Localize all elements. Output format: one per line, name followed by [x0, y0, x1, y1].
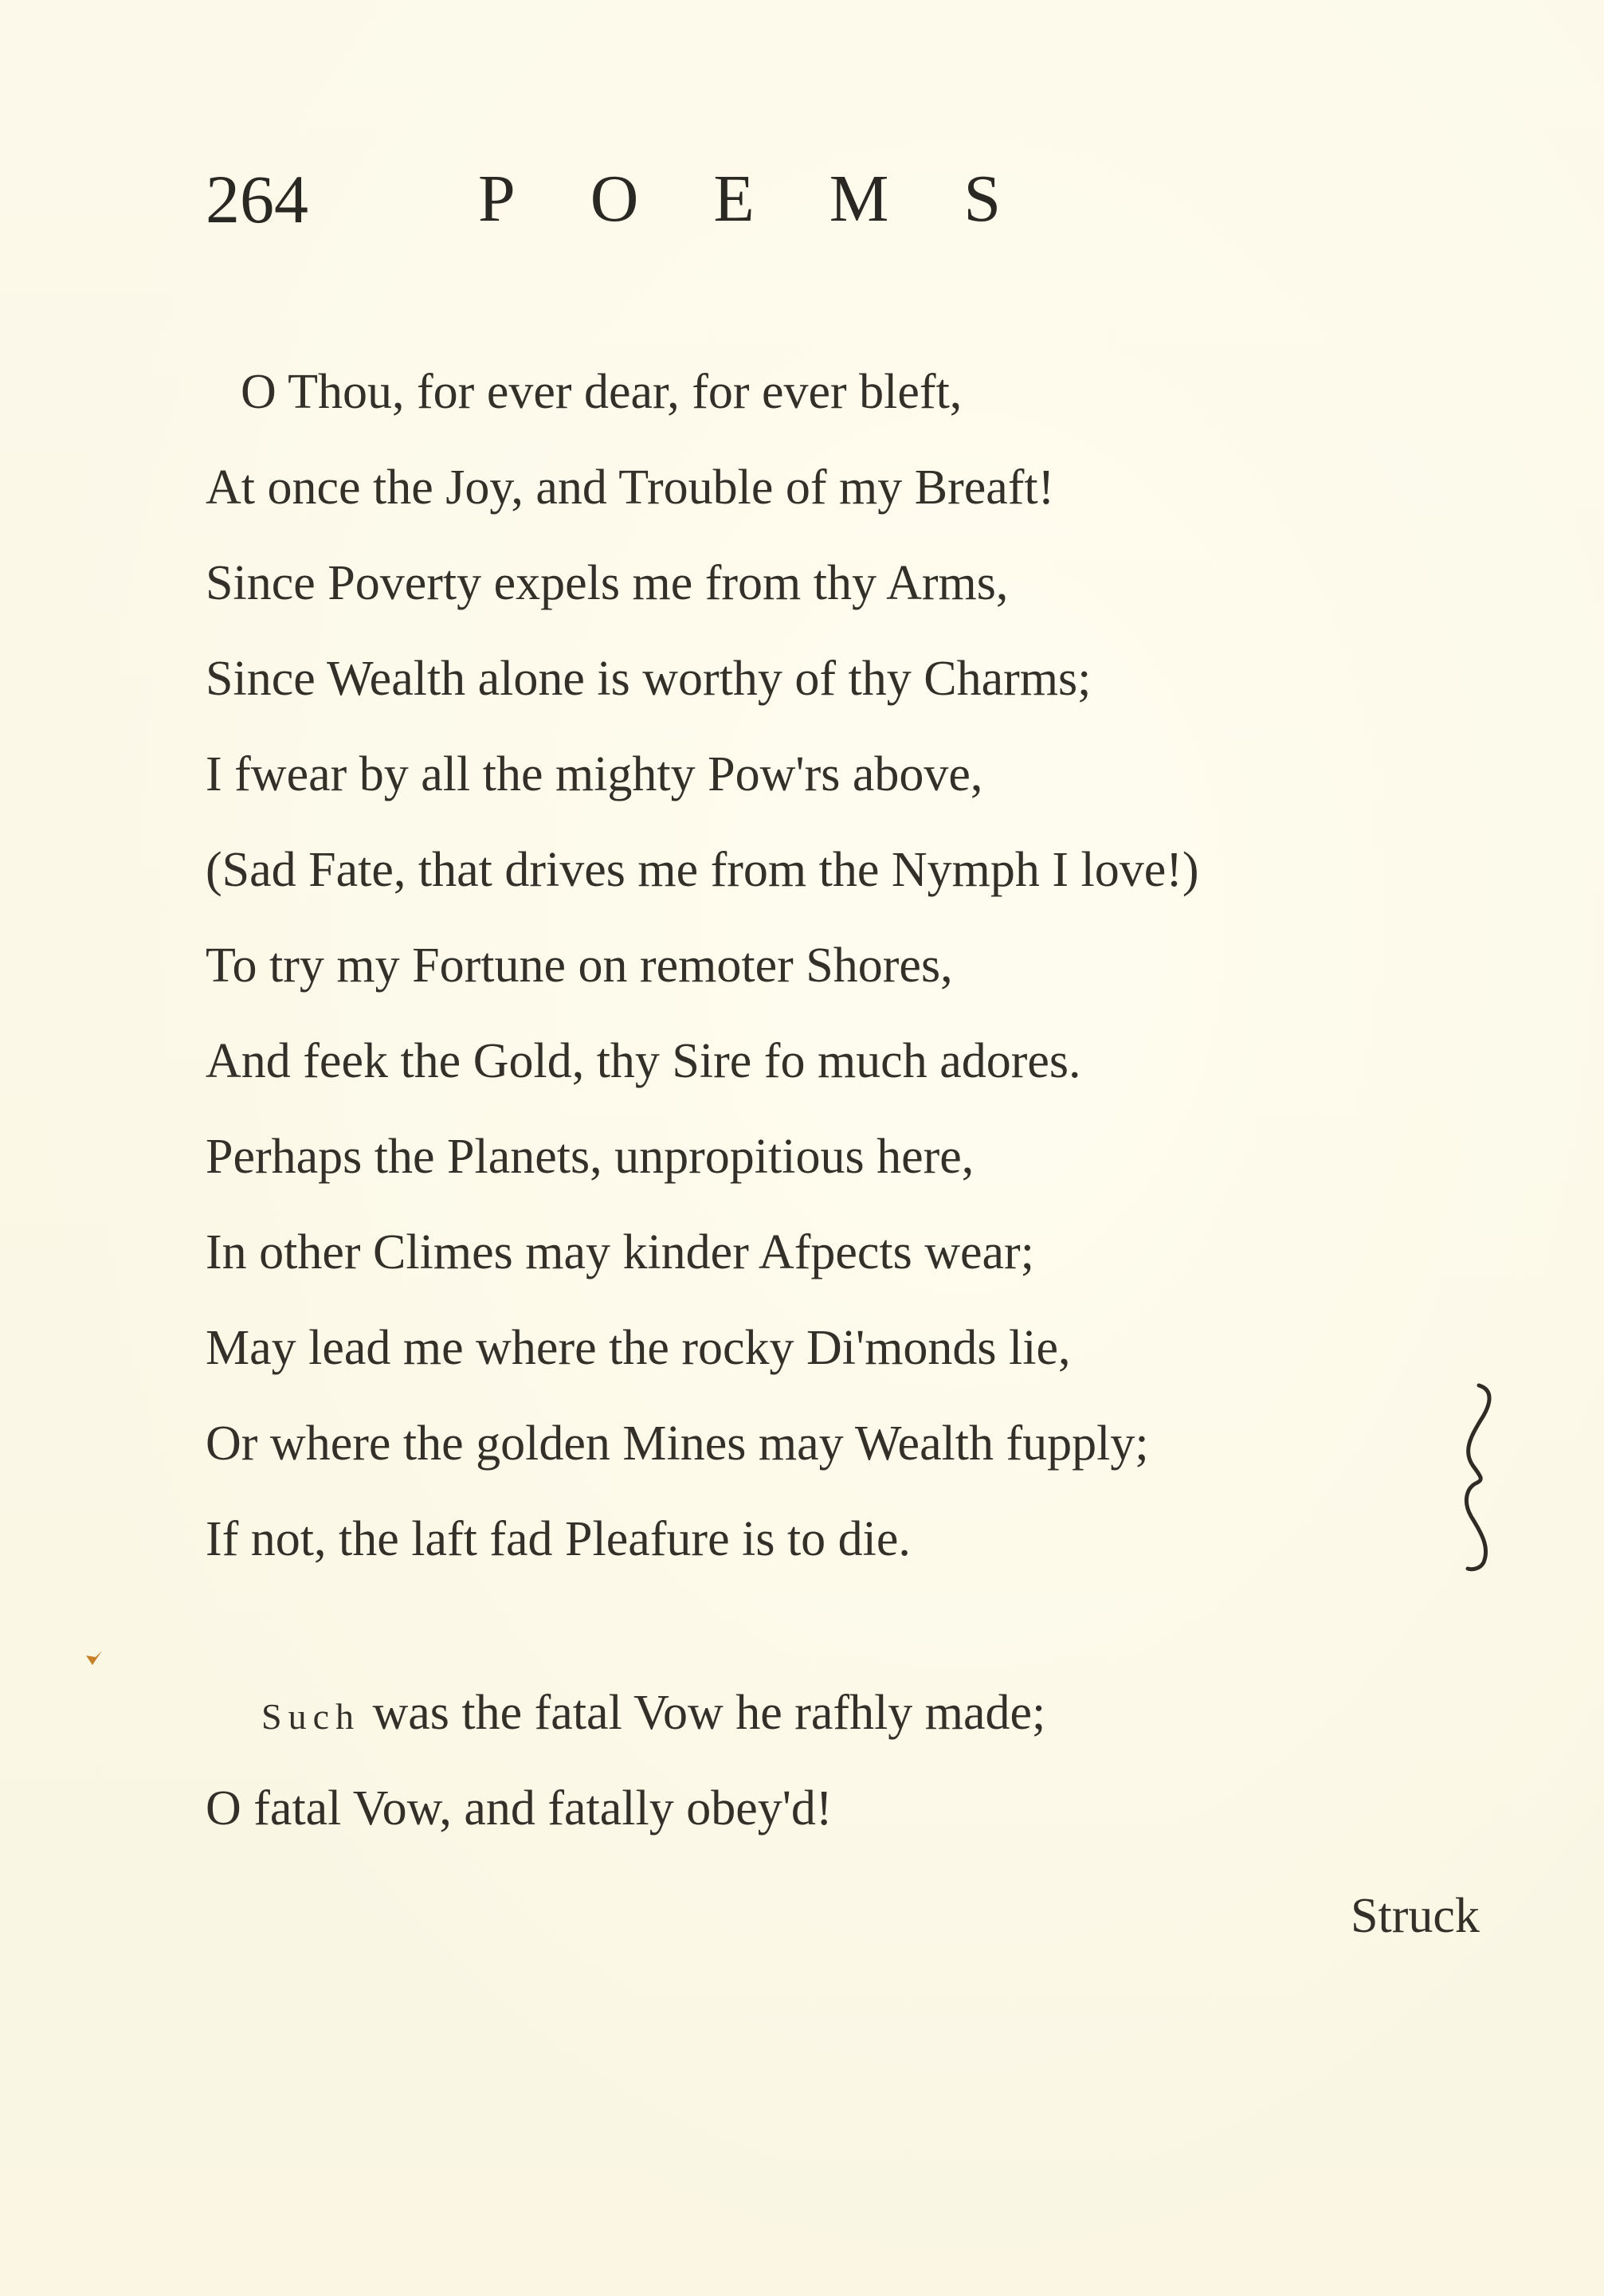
verse-line: Since Poverty expels me from thy Arms, [206, 556, 1009, 610]
small-caps-word: Such [261, 1696, 360, 1737]
line-remainder: was the fatal Vow he rafhly made; [360, 1686, 1046, 1740]
verse-line: Perhaps the Planets, unpropitious here, [206, 1130, 975, 1184]
verse-line [261, 1681, 1045, 1749]
verse-line: Since Wealth alone is worthy of thy Charms; [206, 652, 1092, 706]
running-title: POEMS [478, 162, 1077, 236]
page-number: 264 [206, 161, 308, 237]
verse-line: Or where the golden Mines may Wealth fupply; [206, 1416, 1149, 1471]
ink-mark-icon [84, 1649, 104, 1667]
verse-line: I fwear by all the mighty Pow'rs above, [206, 747, 983, 801]
verse-line: O fatal Vow, and fatally obey'd! [206, 1781, 833, 1836]
verse-line: In other Climes may kinder Afpects wear; [206, 1225, 1034, 1279]
verse-line: O Thou, for ever dear, for ever bleft, [241, 365, 963, 419]
triplet-brace-icon [1449, 1382, 1504, 1573]
verse-line: At once the Joy, and Trouble of my Breaft! [206, 460, 1055, 515]
verse-line: To try my Fortune on remoter Shores, [206, 938, 953, 993]
catchword: Struck [1351, 1889, 1480, 1943]
verse-line: May lead me where the rocky Di'monds lie, [206, 1321, 1071, 1375]
verse-line: (Sad Fate, that drives me from the Nymph I love!) [206, 843, 1199, 897]
page-header [0, 155, 1604, 251]
verse-line: If not, the laft fad Pleafure is to die. [206, 1512, 911, 1566]
verse-line: And feek the Gold, thy Sire fo much adores. [206, 1034, 1081, 1088]
